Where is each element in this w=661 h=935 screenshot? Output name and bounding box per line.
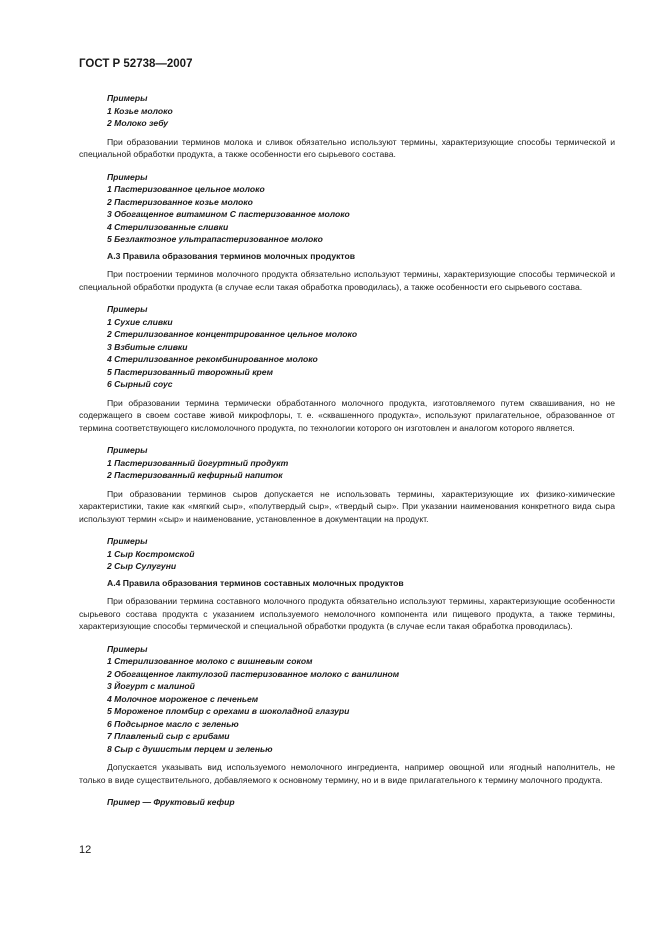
- examples-title: Примеры: [107, 536, 148, 546]
- example-item: 6 Подсырное масло с зеленью: [107, 718, 239, 729]
- examples-title: Примеры: [107, 93, 148, 103]
- example-item: 4 Стерилизованные сливки: [107, 221, 229, 232]
- examples-list: [79, 92, 615, 130]
- example-item: 3 Взбитые сливки: [107, 341, 188, 352]
- example-item: 2 Пастеризованный кефирный напиток: [107, 470, 283, 480]
- example-item: 1 Козье молоко: [107, 105, 173, 116]
- example-item: 4 Молочное мороженое с печеньем: [107, 693, 259, 704]
- examples-list: [79, 303, 615, 391]
- example-item: 1 Пастеризованный йогуртный продукт: [107, 457, 289, 468]
- document-header: ГОСТ Р 52738—2007: [79, 58, 193, 70]
- section-heading: А.4 Правила образования терминов составных молочных продуктов: [107, 577, 404, 588]
- examples-list: [79, 444, 615, 482]
- example-item: 5 Безлактозное ультрапастеризованное молоко: [107, 234, 323, 244]
- example-item: 2 Обогащенное лактулозой пастеризованное молоко с ванилином: [107, 668, 400, 679]
- example-item: 5 Мороженое пломбир с орехами в шоколадной глазури: [107, 706, 350, 716]
- example-item: 2 Пастеризованное козье молоко: [107, 196, 253, 207]
- example-item: 2 Сыр Сулугуни: [107, 561, 177, 571]
- example-item: 1 Сыр Костромской: [107, 548, 195, 559]
- document-body: [79, 92, 615, 809]
- example-item: 1 Стерилизованное молоко с вишневым соком: [107, 656, 313, 666]
- example-item: 7 Плавленый сыр с грибами: [107, 731, 230, 741]
- example-item: 2 Молоко зебу: [107, 118, 169, 128]
- document-page: [79, 58, 615, 809]
- page-number: 12: [79, 844, 92, 856]
- examples-title: Примеры: [107, 643, 148, 654]
- example-item: 1 Пастеризованное цельное молоко: [107, 184, 265, 194]
- examples-title: Примеры: [107, 304, 148, 314]
- section-heading: А.3 Правила образования терминов молочных продуктов: [107, 250, 356, 261]
- paragraph: Допускается указывать вид используемого немолочного ингредиента, например овощной или ягодный наполнитель, не только в виде существительного, добавляемого к основному термину, но и в виде прилагательного к термину молочного продукта.: [79, 762, 615, 785]
- example-line: Пример — Фруктовый кефир: [107, 797, 235, 807]
- examples-title: Примеры: [107, 445, 148, 455]
- example-item: 4 Стерилизованное рекомбинированное молоко: [107, 354, 318, 364]
- example-item: 3 Обогащенное витамином С пастеризованное молоко: [107, 209, 350, 219]
- example-item: 5 Пастеризованный творожный крем: [107, 366, 273, 377]
- paragraph: При образовании термина составного молочного продукта обязательно используют термины, характеризующие особенности сырьевого состава продукта с указанием используемого немолочного компонента или пищевого продукта, а также термины, характеризующие способы термической и специальной обработки продукта (в случае если такая обработка проводилась).: [79, 596, 615, 631]
- example-item: 8 Сыр с душистым перцем и зеленью: [107, 743, 273, 754]
- example-item: 2 Стерилизованное концентрированное цельное молоко: [107, 329, 358, 339]
- paragraph: При построении терминов молочного продукта обязательно используют термины, характеризующие способы термической и специальной обработки продукта (в случае если такая обработка проводилась), а также особенности его сырьевого состава.: [79, 269, 615, 292]
- example-item: 1 Сухие сливки: [107, 316, 173, 327]
- example-item: 3 Йогурт с малиной: [107, 681, 195, 691]
- paragraph: При образовании терминов сыров допускается не использовать термины, характеризующие их физико-химические характеристики, такие как «мягкий сыр», «полутвердый сыр», «твердый сыр». При указании наименования конкретного вида сыра используют термин «сыр» и наименование, установленное в документации на продукт.: [79, 488, 615, 524]
- example-item: 6 Сырный соус: [107, 379, 173, 389]
- examples-list: [79, 171, 615, 246]
- paragraph: При образовании термина термически обработанного молочного продукта, изготовляемого путем сквашивания, но не содержащего в своем составе живой микрофлоры, т. е. «сквашенного продукта», используют прилагательное, образованное от термина соответствующего кисломолочного продукта, по технологии которого он изготовлен и аналогом которого является.: [79, 397, 615, 433]
- paragraph: При образовании терминов молока и сливок обязательно используют термины, характеризующие способы термической и специальной обработки продукта, а также особенности его сырьевого состава.: [79, 136, 615, 159]
- examples-list: [79, 535, 615, 573]
- examples-title: Примеры: [107, 171, 148, 182]
- examples-list: [79, 643, 615, 756]
